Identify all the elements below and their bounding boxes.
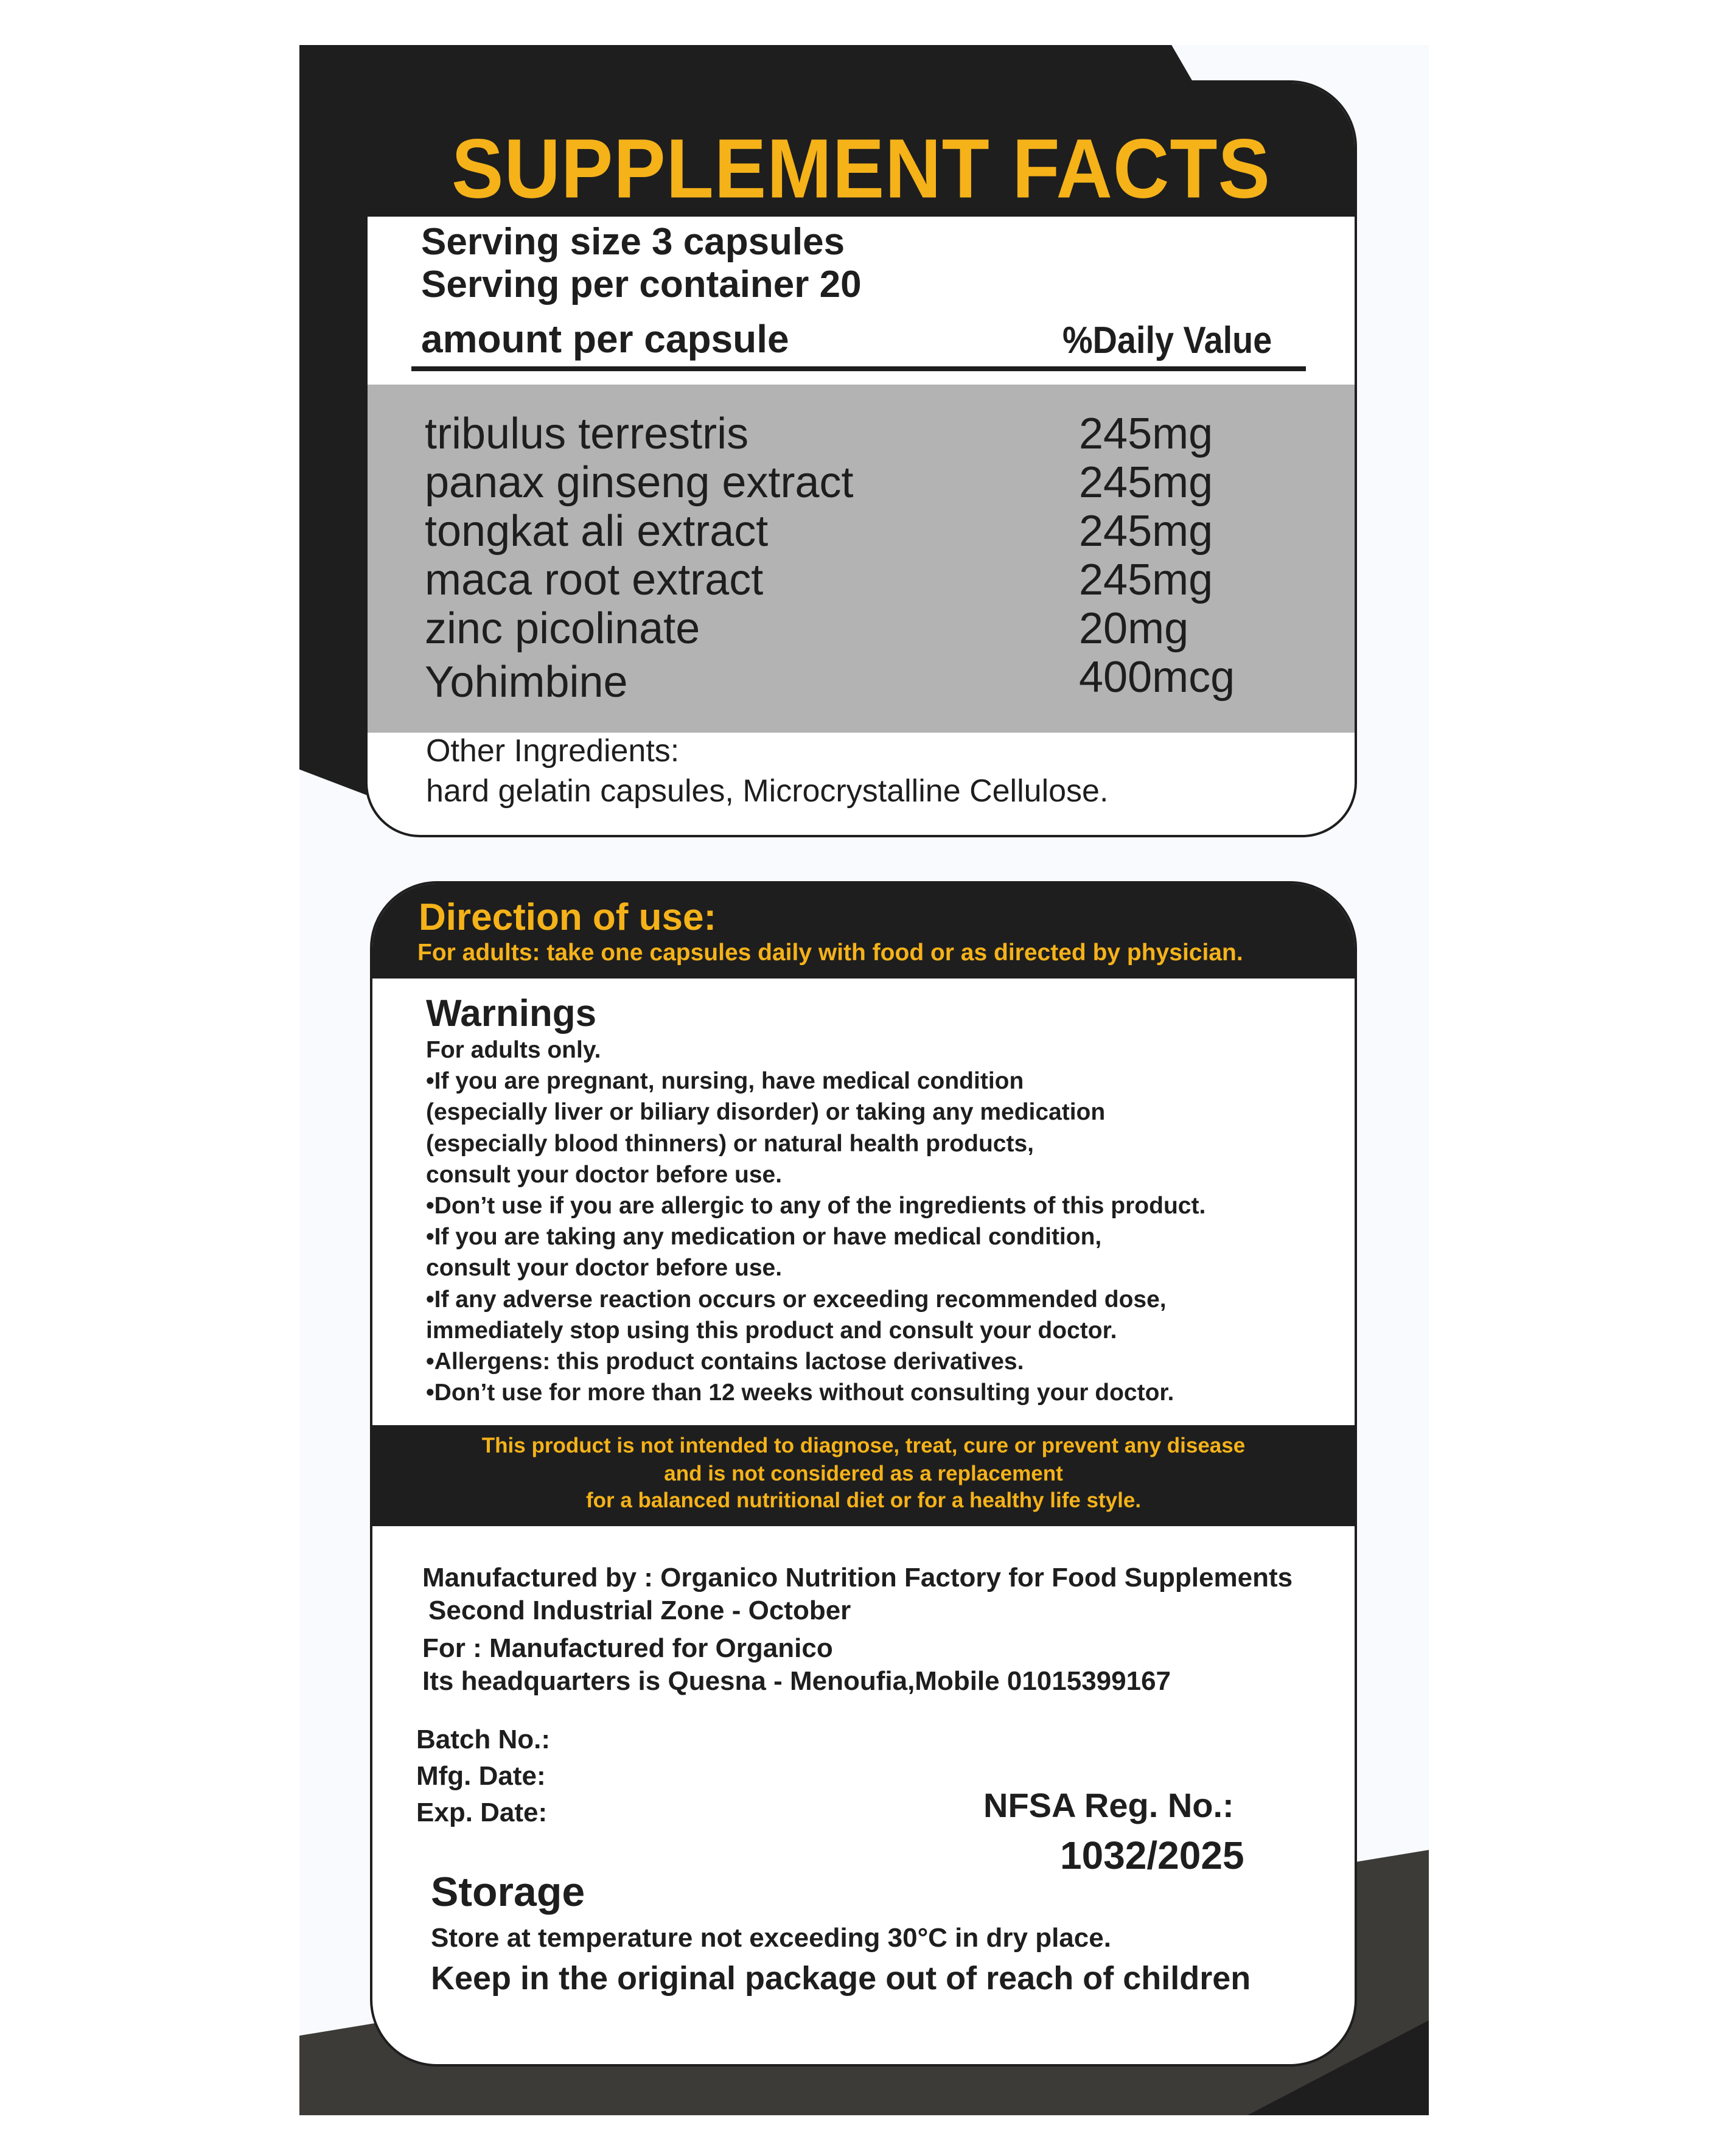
ingredient-name: tribulus terrestris — [425, 410, 749, 458]
amount-per-capsule-header: amount per capsule — [421, 317, 789, 361]
ingredient-row — [425, 506, 1301, 555]
warnings-list — [426, 1034, 1327, 1408]
ingredient-name: zinc picolinate — [425, 604, 700, 653]
mfg-date-label: Mfg. Date: — [416, 1761, 546, 1791]
daily-value-header: %Daily Value — [1062, 319, 1272, 361]
ingredient-row — [425, 409, 1301, 458]
facts-title: SUPPLEMENT FACTS — [452, 122, 1271, 216]
headquarters-line: Its headquarters is Quesna - Menoufia,Mobile 01015399167 — [422, 1666, 1171, 1696]
servings-per-container: Serving per container 20 — [421, 263, 862, 305]
warning-line: consult your doctor before use. — [426, 1161, 783, 1188]
disclaimer-line: and is not considered as a replacement — [664, 1462, 1063, 1485]
batch-number-label: Batch No.: — [416, 1725, 550, 1754]
warning-line: •If any adverse reaction occurs or exceeding recommended dose, — [426, 1286, 1167, 1313]
warning-line: •Don’t use for more than 12 weeks without consulting your doctor. — [426, 1380, 1174, 1406]
supplement-facts-card — [365, 80, 1357, 837]
direction-band — [372, 884, 1355, 979]
disclaimer-line: for a balanced nutritional diet or for a healthy life style. — [585, 1488, 1142, 1512]
nfsa-registration-number: 1032/2025 — [1060, 1833, 1244, 1877]
ingredient-name: Yohimbine — [425, 658, 628, 706]
ingredient-amount: 245mg — [1079, 458, 1213, 507]
warning-line: •Don’t use if you are allergic to any of the ingredients of this product. — [426, 1193, 1206, 1219]
header-divider — [411, 366, 1306, 371]
disclaimer-line: This product is not intended to diagnose, treat, cure or prevent any disease — [481, 1434, 1246, 1457]
warning-line: •If you are pregnant, nursing, have medical condition — [426, 1068, 1024, 1095]
direction-text: For adults: take one capsules daily with food or as directed by physician. — [417, 940, 1243, 966]
ingredient-amount: 245mg — [1079, 410, 1213, 458]
ingredient-name: tongkat ali extract — [425, 507, 769, 556]
ingredient-amount: 20mg — [1079, 604, 1189, 653]
other-ingredients-header: Other Ingredients: — [426, 733, 680, 769]
other-ingredients-list: hard gelatin capsules, Microcrystalline Cellulose. — [426, 773, 1109, 809]
warning-line: (especially liver or biliary disorder) or taking any medication — [426, 1099, 1106, 1126]
warning-line: (especially blood thinners) or natural health products, — [426, 1130, 1034, 1157]
ingredient-amount: 400mcg — [1079, 653, 1235, 702]
ingredient-row — [425, 604, 1301, 652]
serving-size: Serving size 3 capsules — [421, 221, 845, 263]
warnings-title: Warnings — [426, 993, 597, 1034]
manufactured-for-line: For : Manufactured for Organico — [422, 1633, 833, 1663]
warning-line: immediately stop using this product and consult your doctor. — [426, 1317, 1117, 1344]
warning-line: For adults only. — [426, 1037, 601, 1063]
ingredient-row — [425, 458, 1301, 506]
direction-title: Direction of use: — [419, 896, 717, 938]
manufacturer-line: Manufactured by : Organico Nutrition Factory for Food Supplements — [422, 1563, 1293, 1593]
ingredient-name: maca root extract — [425, 556, 764, 604]
ingredient-table — [368, 385, 1355, 733]
facts-header-band — [368, 83, 1355, 217]
warning-line: •Allergens: this product contains lactose derivatives. — [426, 1348, 1024, 1375]
manufacturer-address: Second Industrial Zone - October — [428, 1596, 851, 1625]
ingredient-row — [425, 652, 1301, 706]
storage-title: Storage — [431, 1869, 585, 1915]
warning-line: •If you are taking any medication or have medical condition, — [426, 1224, 1102, 1251]
ingredient-amount: 245mg — [1079, 556, 1213, 604]
directions-warnings-card — [370, 881, 1357, 2067]
exp-date-label: Exp. Date: — [416, 1798, 548, 1827]
storage-temperature-text: Store at temperature not exceeding 30°C in dry place. — [431, 1923, 1111, 1953]
ingredient-name: panax ginseng extract — [425, 458, 854, 507]
ingredient-row — [425, 555, 1301, 604]
warning-line: consult your doctor before use. — [426, 1255, 783, 1282]
nfsa-registration-label: NFSA Reg. No.: — [983, 1786, 1234, 1824]
ingredient-amount: 245mg — [1079, 507, 1213, 556]
storage-children-text: Keep in the original package out of reach of children — [431, 1960, 1251, 1997]
